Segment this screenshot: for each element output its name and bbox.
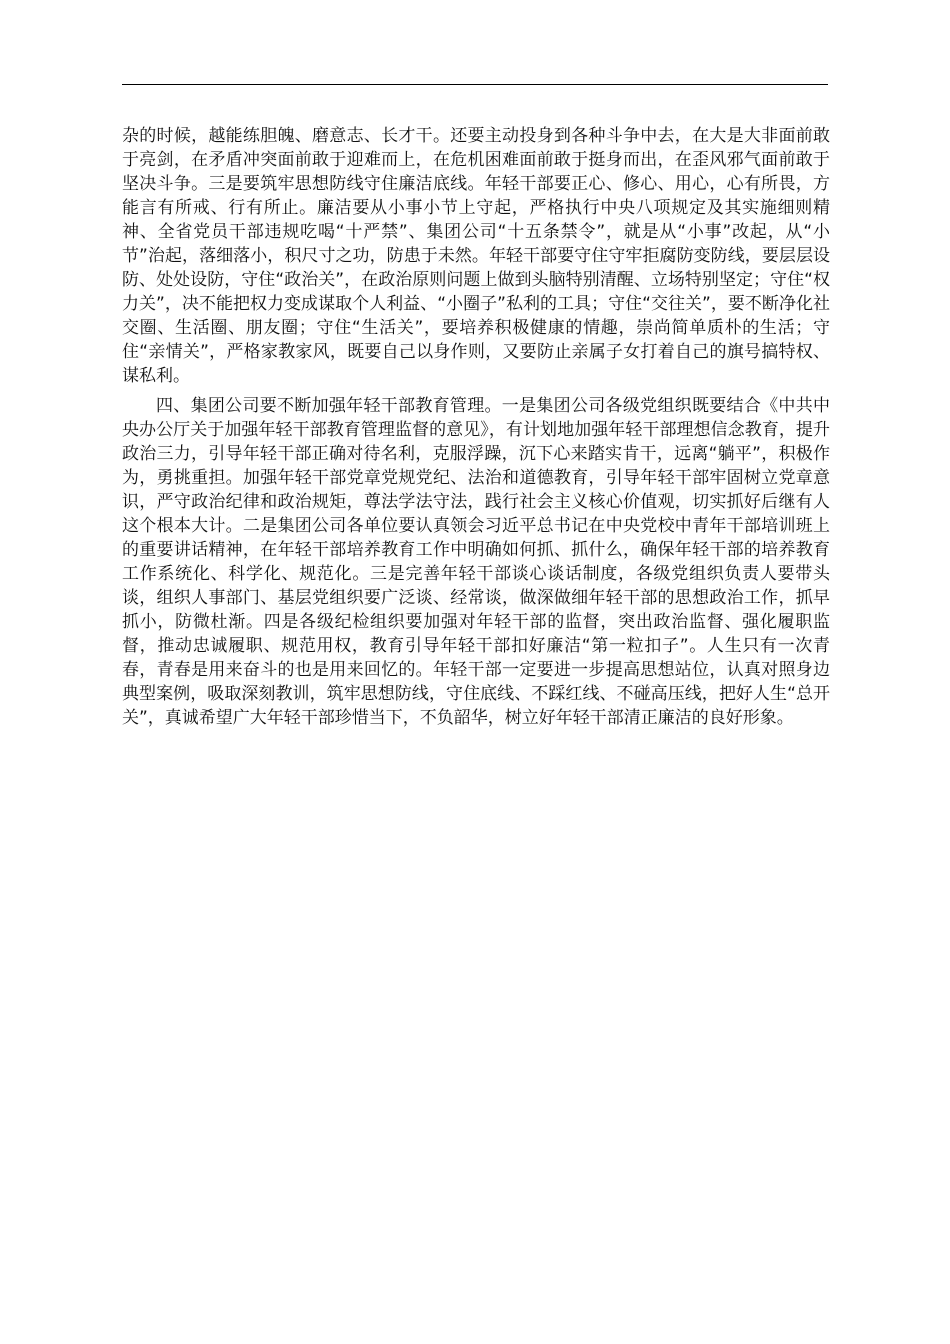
header-rule [122,84,828,85]
body-text [122,124,830,730]
paragraph-section-four: 四、集团公司要不断加强年轻干部教育管理。一是集团公司各级党组织既要结合《中共中央办公厅关于加强年轻干部教育管理监督的意见》，有计划地加强年轻干部理想信念教育，提升政治三力，引导年轻干部正确对待名利，克服浮躁，沉下心来踏实肯干，远离“躺平”，积极作为，勇挑重担。加强年轻干部党章党规党纪、法治和道德教育，引导年轻干部牢固树立党章意识，严守政治纪律和政治规矩，尊法学法守法，践行社会主义核心价值观，切实抓好后继有人这个根本大计。二是集团公司各单位要认真领会习近平总书记在中央党校中青年干部培训班上的重要讲话精神，在年轻干部培养教育工作中明确如何抓、抓什么，确保年轻干部的培养教育工作系统化、科学化、规范化。三是完善年轻干部谈心谈话制度，各级党组织负责人要带头谈，组织人事部门、基层党组织要广泛谈、经常谈，做深做细年轻干部的思想政治工作，抓早抓小，防微杜渐。四是各级纪检组织要加强对年轻干部的监督，突出政治监督、强化履职监督，推动忠诚履职、规范用权，教育引导年轻干部扣好廉洁“第一粒扣子”。人生只有一次青春，青春是用来奋斗的也是用来回忆的。年轻干部一定要进一步提高思想站位，认真对照身边典型案例，吸取深刻教训，筑牢思想防线，守住底线、不踩红线、不碰高压线，把好人生“总开关”，真诚希望广大年轻干部珍惜当下，不负韶华，树立好年轻干部清正廉洁的良好形象。 [122,396,830,728]
paragraph-continuation: 杂的时候，越能练胆魄、磨意志、长才干。还要主动投身到各种斗争中去，在大是大非面前敢于亮剑，在矛盾冲突面前敢于迎难而上，在危机困难面前敢于挺身而出，在歪风邪气面前敢于坚决斗争。三是要筑牢思想防线守住廉洁底线。年轻干部要正心、修心、用心，心有所畏，方能言有所戒、行有所止。廉洁要从小事小节上守起，严格执行中央八项规定及其实施细则精神、全省党员干部违规吃喝“十严禁”、集团公司“十五条禁令”，就是从“小事”改起，从“小节”治起，落细落小，积尺寸之功，防患于未然。年轻干部要守住守牢拒腐防变防线，要层层设防、处处设防，守住“政治关”，在政治原则问题上做到头脑特别清醒、立场特别坚定；守住“权力关”，决不能把权力变成谋取个人利益、“小圈子”私利的工具；守住“交往关”，要不断净化社交圈、生活圈、朋友圈；守住“生活关”，要培养积极健康的情趣，崇尚简单质朴的生活；守住“亲情关”，严格家教家风，既要自己以身作则，又要防止亲属子女打着自己的旗号搞特权、谋私利。 [122,126,830,386]
